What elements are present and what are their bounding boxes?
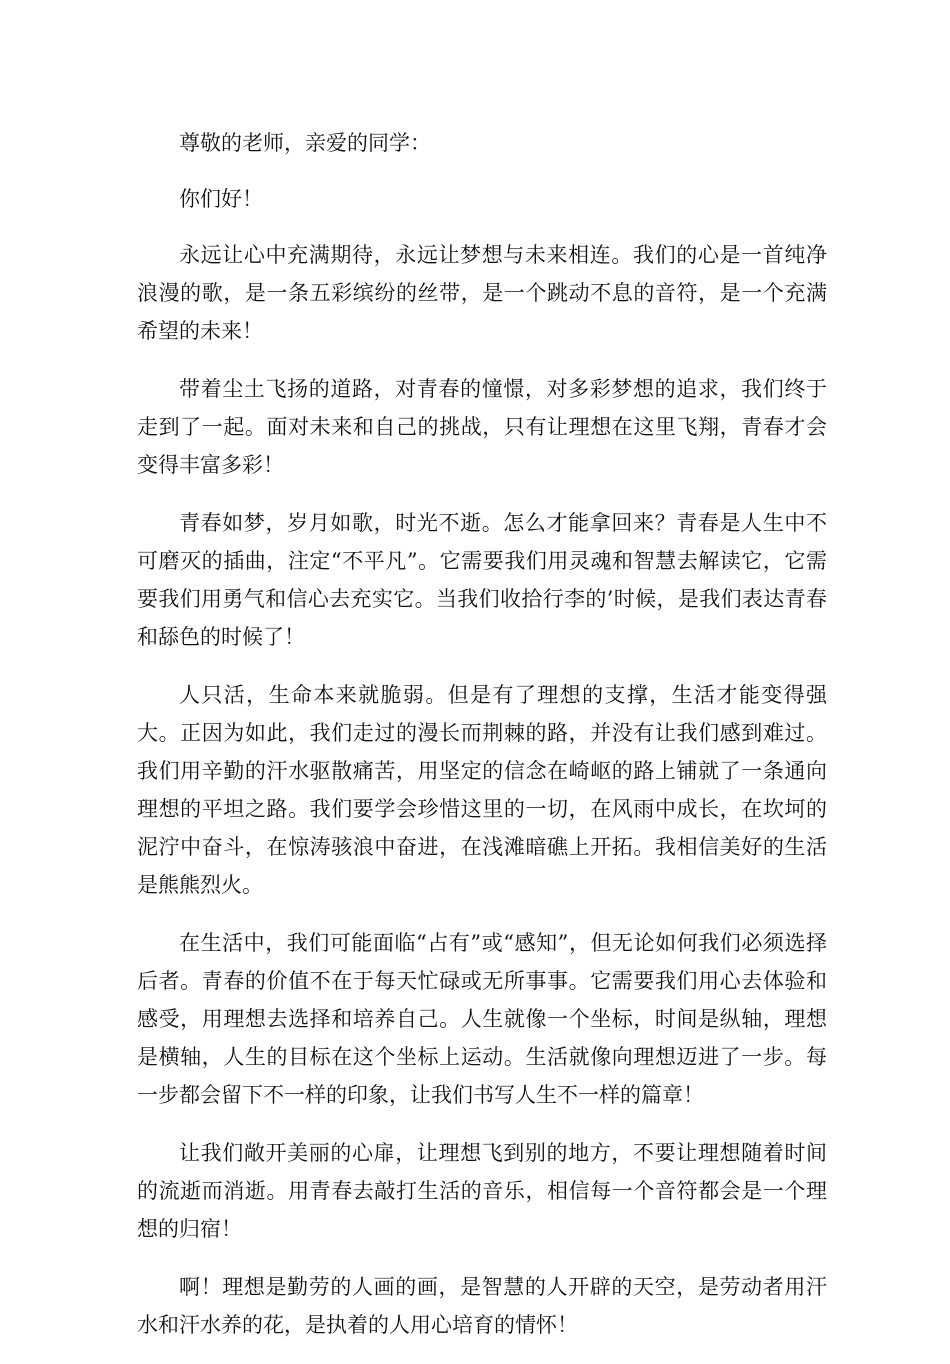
salutation: 尊敬的老师，亲爱的同学：	[179, 131, 431, 155]
paragraph: 带着尘土飞扬的道路，对青春的憧憬，对多彩梦想的追求，我们终于走到了一起。面对未来和自己的挑战，只有让理想在这里飞翔，青春才会变得丰富多彩！	[137, 377, 827, 477]
paragraph: 青春如梦，岁月如歌，时光不逝。怎么才能拿回来？青春是人生中不可磨灭的插曲，注定“不平凡”。它需要我们用灵魂和智慧去解读它，它需要我们用勇气和信心去充实它。当我们收拾行李的’时候，是我们表达青春和舔色的时候了！	[137, 511, 827, 649]
paragraph: 啊！理想是勤劳的人画的画，是智慧的人开辟的天空，是劳动者用汗水和汗水养的花，是执着的人用心培育的情怀！	[137, 1275, 827, 1337]
letter-body	[137, 124, 827, 1364]
greeting: 你们好！	[179, 187, 263, 211]
paragraph: 永远让心中充满期待，永远让梦想与未来相连。我们的心是一首纯净浪漫的歌，是一条五彩缤纷的丝带，是一个跳动不息的音符，是一个充满希望的未来！	[137, 243, 827, 343]
paragraph: 人只活，生命本来就脆弱。但是有了理想的支撑，生活才能变得强大。正因为如此，我们走过的漫长而荆棘的路，并没有让我们感到难过。我们用辛勤的汗水驱散痛苦，用坚定的信念在崎岖的路上铺就了一条通向理想的平坦之路。我们要学会珍惜这里的一切，在风雨中成长，在坎坷的泥泞中奋斗，在惊涛骇浪中奋进，在浅滩暗礁上开拓。我相信美好的生活是熊熊烈火。	[137, 683, 827, 897]
paragraph: 在生活中，我们可能面临“占有”或“感知”，但无论如何我们必须选择后者。青春的价值不在于每天忙碌或无所事事。它需要我们用心去体验和感受，用理想去选择和培养自己。人生就像一个坐标，时间是纵轴，理想是横轴，人生的目标在这个坐标上运动。生活就像向理想迈进了一步。每一步都会留下不一样的印象，让我们书写人生不一样的篇章！	[137, 931, 827, 1107]
paragraph: 让我们敞开美丽的心扉，让理想飞到别的地方，不要让理想随着时间的流逝而消逝。用青春去敲打生活的音乐，相信每一个音符都会是一个理想的归宿！	[137, 1141, 827, 1241]
